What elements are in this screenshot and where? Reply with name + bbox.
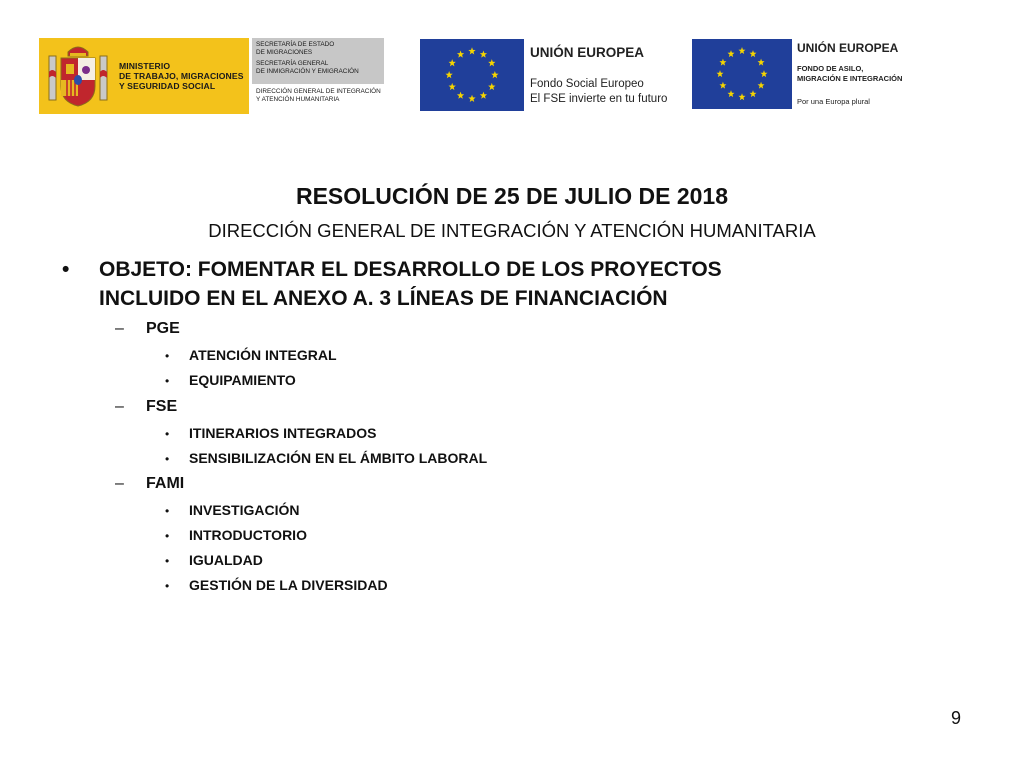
eu-star-icon [758,82,765,89]
secretaria-line: SECRETARÍA GENERAL [256,60,329,68]
list-item-label: GESTIÓN DE LA DIVERSIDAD [189,577,388,593]
objective-line: INCLUIDO EN EL ANEXO A. 3 LÍNEAS DE FINANCIACIÓN [99,287,668,310]
list-item [165,347,337,363]
page-number: 9 [951,708,962,728]
eu-star-icon [449,59,456,66]
eu-flag-icon [692,39,792,109]
eu-star-icon [761,70,768,77]
bullet-symbol: • [62,258,70,281]
eu-fami-subtitle [797,64,902,84]
objective-text [99,255,899,313]
list-item [165,552,263,568]
bullet-symbol: • [165,529,170,543]
ministry-line: MINISTERIO [119,61,171,71]
coat-of-arms-icon [47,42,109,110]
list-item [165,502,299,518]
list-item-label: INVESTIGACIÓN [189,502,300,518]
dash-symbol: – [115,398,124,415]
ministry-line: DE TRABAJO, MIGRACIONES [119,71,244,81]
eu-fse-subtitle [530,77,667,107]
direccion-general-label [256,88,381,103]
eu-star-icon [719,59,726,66]
secretaria-line: SECRETARÍA DE ESTADO [256,41,335,48]
list-item-label: SENSIBILIZACIÓN EN EL ÁMBITO LABORAL [189,450,488,466]
eu-star-icon [445,71,452,78]
eu-star-icon [449,83,456,90]
ministry-line: Y SEGURIDAD SOCIAL [119,81,216,91]
eu-fse-slogan: El FSE invierte en tu futuro [530,93,668,105]
slide-title: RESOLUCIÓN DE 25 DE JULIO DE 2018 [295,183,728,209]
eu-fse-fund-name: Fondo Social Europeo [530,78,644,90]
eu-star-icon [457,50,464,57]
eu-star-icon [750,90,757,97]
bullet-symbol: • [165,427,170,441]
eu-star-icon [488,83,495,90]
list-item-label: EQUIPAMIENTO [189,372,296,388]
list-item [165,372,296,388]
eu-star-icon [739,93,746,100]
list-item [165,527,307,543]
list-item [165,577,388,593]
bullet-symbol: • [165,349,170,363]
objective-line: OBJETO: FOMENTAR EL DESARROLLO DE LOS PROYECTOS [99,258,722,281]
funding-line-item [115,475,184,493]
eu-star-icon [728,50,735,57]
eu-fami-title: UNIÓN EUROPEA [797,41,899,55]
eu-star-icon [468,95,475,102]
bullet-symbol: • [165,374,170,388]
ministry-logo [39,38,249,114]
eu-star-icon [468,47,475,54]
direccion-line: Y ATENCIÓN HUMANITARIA [256,95,340,103]
funding-line-name: FAMI [146,475,185,492]
eu-fami-fund-line: MIGRACIÓN E INTEGRACIÓN [797,74,903,83]
eu-fse-title: UNIÓN EUROPEA [530,45,645,60]
list-item-label: IGUALDAD [189,552,263,568]
secretaria-box [252,38,384,84]
list-item-label: INTRODUCTORIO [189,527,307,543]
eu-star-icon [750,50,757,57]
eu-star-icon [457,92,464,99]
eu-fami-fund-line: FONDO DE ASILO, [797,64,864,73]
list-item-label: ITINERARIOS INTEGRADOS [189,425,377,441]
eu-flag-icon [420,39,524,111]
bullet-symbol: • [165,554,170,568]
eu-star-icon [480,92,487,99]
list-item [165,450,487,466]
ministry-name [119,61,244,91]
eu-star-icon [488,59,495,66]
secretaria-line: DE MIGRACIONES [256,48,313,56]
direccion-line: DIRECCIÓN GENERAL DE INTEGRACIÓN [256,88,381,95]
eu-star-icon [480,50,487,57]
secretaria-line: DE INMIGRACIÓN Y EMIGRACIÓN [256,67,359,75]
funding-line-name: FSE [146,398,178,415]
funding-line-item [115,320,180,338]
dash-symbol: – [115,475,124,492]
eu-star-icon [728,90,735,97]
eu-star-icon [739,47,746,54]
eu-star-icon [491,71,498,78]
funding-line-name: PGE [146,320,180,337]
eu-fami-tagline: Por una Europa plural [797,97,870,106]
eu-star-icon [719,82,726,89]
eu-star-icon [758,59,765,66]
list-item [165,425,376,441]
eu-star-icon [717,70,724,77]
funding-line-item [115,398,177,416]
bullet-symbol: • [165,579,170,593]
bullet-symbol: • [165,452,170,466]
bullet-symbol: • [165,504,170,518]
dash-symbol: – [115,320,124,337]
list-item-label: ATENCIÓN INTEGRAL [189,347,337,363]
slide-subtitle: DIRECCIÓN GENERAL DE INTEGRACIÓN Y ATENCIÓN HUMANITARIA [208,220,816,241]
